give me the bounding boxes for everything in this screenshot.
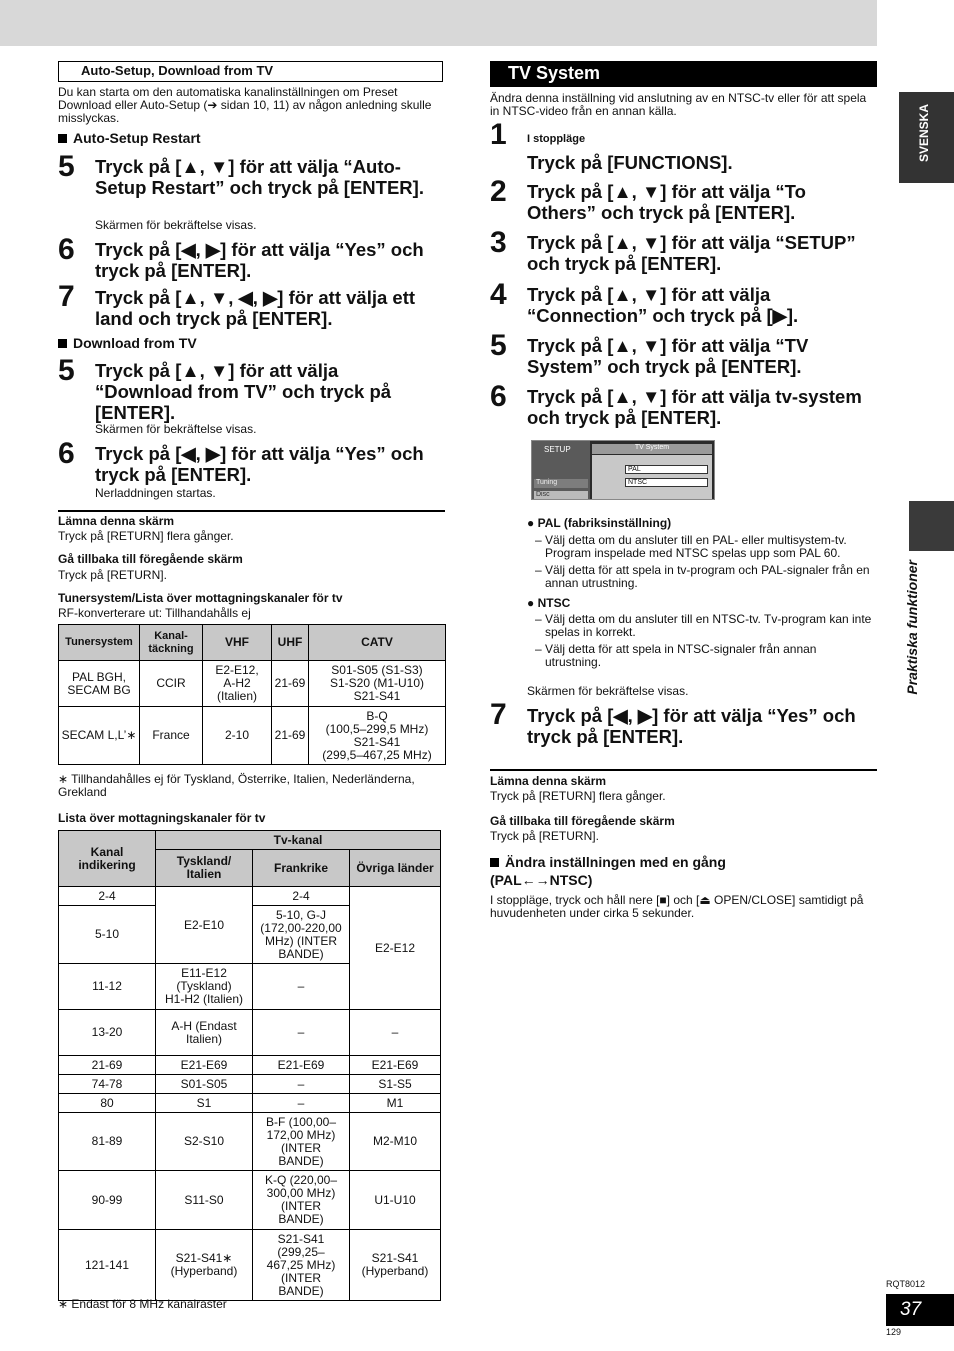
step-instruction: Tryck på [▲, ▼] för att välja “TV System” och tryck på [ENTER]. (527, 335, 809, 377)
table-cell: S2-S10 (156, 1113, 253, 1171)
tv-system-menu-screen (531, 440, 715, 500)
table-cell: S21-S41 (Hyperband) (350, 1230, 441, 1301)
table-cell: E21-E69 (253, 1056, 350, 1075)
table-row (59, 1056, 441, 1075)
option-desc-text: Välj detta om du ansluter till en NTSC-tv. Tv-program kan inte spelas in korrekt. (545, 612, 872, 639)
table-cell: 5-10, G-J (172,00-220,00 MHz) (INTER BANDE) (253, 906, 350, 964)
table-cell: 81-89 (59, 1113, 156, 1171)
table-body (59, 1010, 441, 1301)
step-note: Skärmen för bekräftelse visas. (95, 422, 257, 436)
table-cell: 21-69 (272, 661, 309, 707)
step-instruction: Tryck på [▲, ▼] för att välja “Download from TV” och tryck på [ENTER]. (95, 360, 392, 423)
table-cell: 21-69 (59, 1056, 156, 1075)
table-row (59, 1171, 441, 1230)
note-text: I stoppläge, tryck och håll nere [■] och [⏏ OPEN/CLOSE] samtidigt på huvudenheten under cirka 5 sekunder. (490, 893, 864, 920)
note-title: Tunersystem/Lista över mottagningskanaler för tv (58, 591, 343, 605)
table-cell: – (253, 1010, 350, 1056)
table-cell: E2-E12 (350, 887, 441, 1010)
note-title: Gå tillbaka till föregående skärm (490, 814, 675, 828)
option-title: ● PAL (fabriksinställning) (527, 516, 672, 530)
table-row (59, 1010, 441, 1056)
tuner-system-table (58, 624, 446, 765)
step-note: Skärmen för bekräftelse visas. (527, 684, 689, 698)
table-header: Övriga länder (350, 850, 441, 887)
step-number: 5 (58, 354, 75, 387)
option-desc-text: Välj detta om du ansluter till en PAL- eller multisystem-tv. Program inspelade med NTSC spelas upp som PAL 60. (545, 533, 847, 560)
table-row (59, 661, 446, 707)
table-cell: S1-S5 (350, 1075, 441, 1094)
table-header: Tv-kanal (156, 831, 441, 850)
table-cell: B-Q (100,5–299,5 MHz) S21-S41 (299,5–467,25 MHz) (309, 707, 446, 765)
footnote: ∗ Tillhandahålles ej för Tyskland, Österrike, Italien, Nederländerna, Grekland (58, 772, 415, 799)
table-cell: U1-U10 (350, 1171, 441, 1230)
step-instruction: Tryck på [FUNCTIONS]. (527, 152, 733, 173)
table-header: Kanal indikering (59, 831, 156, 887)
step-number: 3 (490, 226, 507, 259)
table-cell: PAL BGH, SECAM BG (59, 661, 140, 707)
page-number-small: 129 (886, 1327, 902, 1337)
table-cell: S01-S05 (156, 1075, 253, 1094)
table-cell: – (350, 1010, 441, 1056)
table-row (59, 1113, 441, 1171)
intro-text: Du kan starta om den automatiska kanalinställningen om Preset Download eller Auto-Setup (➔ sidan 10, 11) av någon anledning skulle misslyckas. (58, 85, 432, 125)
table-cell: 90-99 (59, 1171, 156, 1230)
step-number: 4 (490, 278, 507, 311)
square-bullet-icon (490, 858, 499, 867)
option-desc: – Välj detta om du ansluter till en NTSC-tv. Tv-program kan inte spelas in korrekt. (535, 613, 875, 639)
header-text: Kanal- täckning (148, 629, 194, 655)
table-cell: CCIR (140, 661, 203, 707)
step-instruction: Tryck på [▲, ▼] för att välja tv-system och tryck på [ENTER]. (527, 386, 862, 428)
table-header: Frankrike (253, 850, 350, 887)
channel-list-table (58, 830, 441, 1301)
option-desc-text: Välj detta för att spela in tv-program och PAL-signaler från en annan utrustning. (545, 563, 870, 590)
step-precondition: I stoppläge (527, 133, 586, 145)
top-banner (0, 0, 877, 46)
table-row (59, 1075, 441, 1094)
step-number: 5 (58, 150, 75, 183)
header-text: VHF (225, 635, 249, 649)
subsection-change (490, 853, 790, 889)
table-cell: SECAM L,L’∗ (59, 707, 140, 765)
table-header (203, 625, 272, 661)
table-cell: E11-E12 (Tyskland) H1-H2 (Italien) (156, 964, 253, 1010)
table-row (59, 1094, 441, 1113)
step-instruction: Tryck på [◀, ▶] för att välja “Yes” och tryck på [ENTER]. (95, 239, 424, 281)
option-title-text: NTSC (537, 596, 571, 610)
footnote: ∗ Endast för 8 MHz kanalraster (58, 1297, 227, 1311)
option-title-text: PAL (fabriksinställning) (537, 516, 672, 530)
table-cell: 11-12 (59, 964, 156, 1010)
table-header: Tyskland/ Italien (156, 850, 253, 887)
table-cell: – (253, 964, 350, 1010)
table-cell: B-F (100,00– 172,00 MHz) (INTER BANDE) (253, 1113, 350, 1171)
header-text: UHF (277, 635, 303, 649)
step-number: 5 (490, 329, 507, 362)
note-text: RF-konverterare ut: Tillhandahålls ej (58, 606, 251, 620)
table-cell: M2-M10 (350, 1113, 441, 1171)
step-instruction: Tryck på [◀, ▶] för att välja “Yes” och tryck på [ENTER]. (95, 443, 424, 485)
osd-option-ntsc: NTSC (625, 478, 708, 487)
square-bullet-icon (58, 134, 67, 143)
table-row (59, 707, 446, 765)
table-cell: 74-78 (59, 1075, 156, 1094)
language-label: SVENSKA (917, 104, 931, 163)
table-cell: – (253, 1075, 350, 1094)
note-text: Tryck på [RETURN]. (490, 829, 599, 843)
step-number: 2 (490, 175, 507, 208)
table-cell: K-Q (220,00– 300,00 MHz) (INTER BANDE) (253, 1171, 350, 1230)
table-cell: S11-S0 (156, 1171, 253, 1230)
option-desc: – Välj detta om du ansluter till en PAL- eller multisystem-tv. Program inspelade med NTSC spelas upp som PAL 60. (535, 534, 875, 560)
table-cell: 2-4 (253, 887, 350, 906)
step-instruction: Tryck på [▲, ▼] för att välja “Connection” och tryck på [▶]. (527, 284, 799, 326)
note-title: Gå tillbaka till föregående skärm (58, 552, 243, 566)
header-text: CATV (361, 635, 393, 649)
note-text: Tryck på [RETURN]. (58, 568, 167, 582)
table-header (59, 625, 140, 661)
osd-menu-item: Disc (534, 491, 588, 500)
table-cell: – (253, 1094, 350, 1113)
osd-panel (592, 455, 712, 499)
divider (490, 769, 877, 771)
table-cell: S1 (156, 1094, 253, 1113)
subsection-download (58, 335, 197, 351)
table-cell: S21-S41 (299,25– 467,25 MHz) (INTER BANDE) (253, 1230, 350, 1301)
option-desc-text: Välj detta för att spela in NTSC-signaler från annan utrustning. (545, 642, 817, 669)
table-cell: A-H (Endast Italien) (156, 1010, 253, 1056)
note-title: Lista över mottagningskanaler för tv (58, 811, 266, 825)
step-note: Skärmen för bekräftelse visas. (95, 218, 257, 232)
table-cell: M1 (350, 1094, 441, 1113)
step-instruction: Tryck på [◀, ▶] för att välja “Yes” och tryck på [ENTER]. (527, 705, 856, 747)
table-cell: 80 (59, 1094, 156, 1113)
option-desc: – Välj detta för att spela in NTSC-signaler från annan utrustning. (535, 643, 875, 669)
page-number: 37 (900, 1299, 922, 1320)
divider (58, 510, 445, 512)
note-title: Lämna denna skärm (490, 774, 607, 788)
model-code: RQT8012 (886, 1279, 926, 1289)
table-cell: E2-E10 (156, 887, 253, 964)
step-note: Nerladdningen startas. (95, 486, 216, 500)
note-title: Lämna denna skärm (58, 514, 175, 528)
option-title: ● NTSC (527, 596, 571, 610)
table-cell: S01-S05 (S1-S3) S1-S20 (M1-U10) S21-S41 (309, 661, 446, 707)
intro-text: Ändra denna inställning vid anslutning av en NTSC-tv eller för att spela in NTSC-video från en annan källa. (490, 91, 867, 118)
step-instruction: Tryck på [▲, ▼] för att välja “SETUP” och tryck på [ENTER]. (527, 232, 856, 274)
table-header (309, 625, 446, 661)
step-instruction: Tryck på [▲, ▼, ◀, ▶] för att välja ett land och tryck på [ENTER]. (95, 287, 416, 329)
step-number: 7 (58, 280, 75, 313)
table-row (59, 887, 441, 906)
section-tab (909, 501, 954, 551)
step-number: 1 (490, 118, 507, 151)
step-number: 6 (58, 437, 75, 470)
table-cell: 21-69 (272, 707, 309, 765)
square-bullet-icon (58, 339, 67, 348)
osd-menu-item: Tuning (534, 479, 588, 488)
option-desc: – Välj detta för att spela in tv-program och PAL-signaler från en annan utrustning. (535, 564, 875, 590)
section-box-title: Auto-Setup, Download from TV (58, 61, 443, 82)
subsection-label: Ändra inställningen med en gång (PAL←→NTSC) (490, 854, 726, 888)
note-text: Tryck på [RETURN] flera gånger. (490, 789, 666, 803)
language-tab (899, 92, 954, 183)
table-cell: E21-E69 (350, 1056, 441, 1075)
osd-option-pal: PAL (625, 465, 708, 474)
note-text: Tryck på [RETURN] flera gånger. (58, 529, 234, 543)
step-number: 6 (490, 380, 507, 413)
table-cell: S21-S41∗ (Hyperband) (156, 1230, 253, 1301)
section-header: TV System (490, 61, 877, 87)
table-cell: E21-E69 (156, 1056, 253, 1075)
step-instruction: Tryck på [▲, ▼] för att välja “To Others” och tryck på [ENTER]. (527, 181, 806, 223)
subsection-label: Auto-Setup Restart (73, 130, 201, 146)
table-cell: 5-10 (59, 906, 156, 964)
step-number: 7 (490, 698, 507, 731)
section-label: Praktiska funktioner (904, 560, 920, 695)
subsection-label: Download from TV (73, 335, 197, 351)
subsection-auto-setup (58, 130, 201, 146)
table-cell: 121-141 (59, 1230, 156, 1301)
table-cell: France (140, 707, 203, 765)
step-number: 6 (58, 233, 75, 266)
page-number-box (886, 1294, 954, 1326)
table-cell: E2-E12, A-H2 (Italien) (203, 661, 272, 707)
osd-title: TV System (592, 444, 712, 454)
osd-setup-label: SETUP (544, 445, 571, 454)
step-instruction: Tryck på [▲, ▼] för att välja “Auto-Setup Restart” och tryck på [ENTER]. (95, 156, 424, 198)
table-header (272, 625, 309, 661)
table-cell: 13-20 (59, 1010, 156, 1056)
table-cell: 2-10 (203, 707, 272, 765)
header-text: Tunersystem (65, 636, 133, 648)
table-cell: 2-4 (59, 887, 156, 906)
table-row (59, 1230, 441, 1301)
table-header (140, 625, 203, 661)
